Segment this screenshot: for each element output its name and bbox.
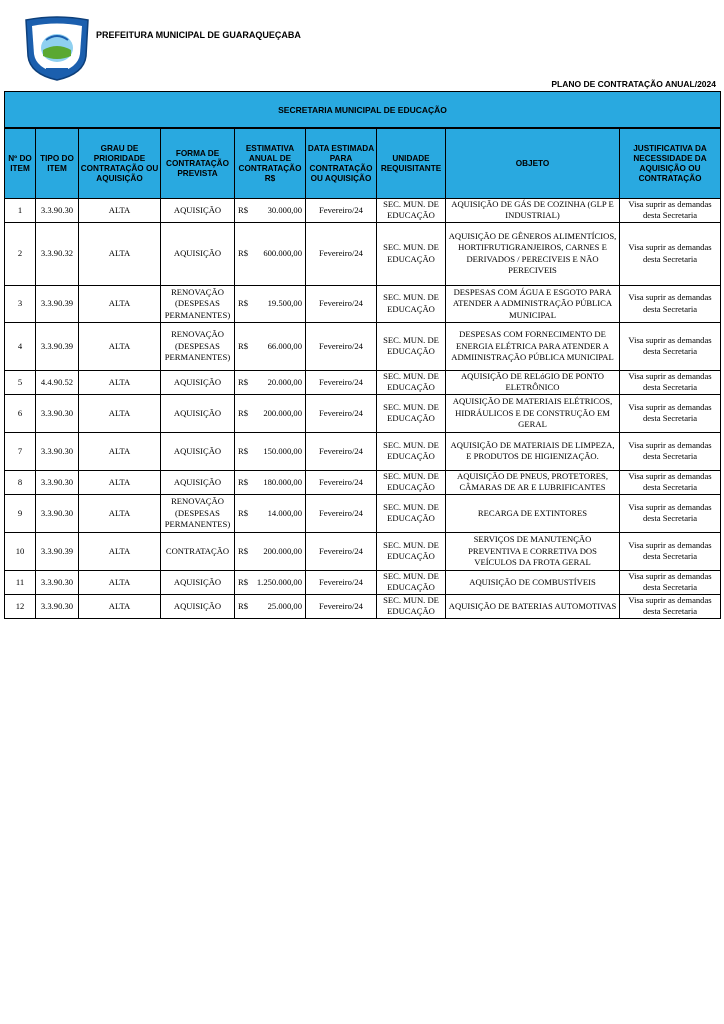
column-header-form: FORMA DE CONTRATAÇÃO PREVISTA bbox=[161, 128, 235, 199]
currency-symbol: R$ bbox=[238, 204, 249, 215]
currency-symbol: R$ bbox=[238, 600, 249, 611]
table-row bbox=[5, 570, 721, 594]
date-cell: Fevereiro/24 bbox=[306, 285, 377, 322]
unit-cell: SEC. MUN. DE EDUCAÇÃO bbox=[377, 370, 446, 394]
item-number-cell: 10 bbox=[5, 532, 36, 570]
column-header-priority: GRAU DE PRIORIDADE CONTRATAÇÃO OU AQUISIÇÃO bbox=[79, 128, 161, 199]
unit-cell: SEC. MUN. DE EDUCAÇÃO bbox=[377, 470, 446, 494]
column-header-object: OBJETO bbox=[446, 128, 620, 199]
date-cell: Fevereiro/24 bbox=[306, 322, 377, 370]
priority-cell: ALTA bbox=[79, 432, 161, 470]
priority-cell: ALTA bbox=[79, 594, 161, 618]
date-cell: Fevereiro/24 bbox=[306, 222, 377, 285]
estimate-cell bbox=[235, 594, 306, 618]
type-cell: 3.3.90.30 bbox=[36, 494, 79, 532]
table-body bbox=[5, 199, 721, 619]
form-cell: AQUISIÇÃO bbox=[161, 370, 235, 394]
justification-cell: Visa suprir as demandas desta Secretaria bbox=[620, 222, 721, 285]
estimate-cell bbox=[235, 285, 306, 322]
justification-cell: Visa suprir as demandas desta Secretaria bbox=[620, 494, 721, 532]
justification-cell: Visa suprir as demandas desta Secretaria bbox=[620, 432, 721, 470]
unit-cell: SEC. MUN. DE EDUCAÇÃO bbox=[377, 532, 446, 570]
estimate-amount: 20.000,00 bbox=[267, 376, 302, 387]
item-number-cell: 8 bbox=[5, 470, 36, 494]
currency-symbol: R$ bbox=[238, 248, 249, 259]
priority-cell: ALTA bbox=[79, 394, 161, 432]
type-cell: 3.3.90.39 bbox=[36, 322, 79, 370]
currency-symbol: R$ bbox=[238, 340, 249, 351]
column-header-type: TIPO DO ITEM bbox=[36, 128, 79, 199]
municipal-crest-logo bbox=[22, 16, 92, 82]
object-cell: AQUISIÇÃO DE BATERIAS AUTOMOTIVAS bbox=[446, 594, 620, 618]
item-number-cell: 11 bbox=[5, 570, 36, 594]
item-number-cell: 7 bbox=[5, 432, 36, 470]
item-number-cell: 3 bbox=[5, 285, 36, 322]
justification-cell: Visa suprir as demandas desta Secretaria bbox=[620, 594, 721, 618]
justification-cell: Visa suprir as demandas desta Secretaria bbox=[620, 470, 721, 494]
priority-cell: ALTA bbox=[79, 470, 161, 494]
secretariat-banner: SECRETARIA MUNICIPAL DE EDUCAÇÃO bbox=[5, 92, 721, 129]
table-row bbox=[5, 432, 721, 470]
estimate-cell bbox=[235, 432, 306, 470]
estimate-amount: 1.250.000,00 bbox=[256, 576, 302, 587]
date-cell: Fevereiro/24 bbox=[306, 370, 377, 394]
type-cell: 4.4.90.52 bbox=[36, 370, 79, 394]
table-row bbox=[5, 394, 721, 432]
priority-cell: ALTA bbox=[79, 370, 161, 394]
date-cell: Fevereiro/24 bbox=[306, 199, 377, 223]
unit-cell: SEC. MUN. DE EDUCAÇÃO bbox=[377, 594, 446, 618]
column-header-date: DATA ESTIMADA PARA CONTRATAÇÃO OU AQUISIÇÃO bbox=[306, 128, 377, 199]
form-cell: AQUISIÇÃO bbox=[161, 470, 235, 494]
priority-cell: ALTA bbox=[79, 199, 161, 223]
currency-symbol: R$ bbox=[238, 507, 249, 518]
table-row bbox=[5, 532, 721, 570]
column-header-row bbox=[5, 128, 721, 199]
justification-cell: Visa suprir as demandas desta Secretaria bbox=[620, 322, 721, 370]
priority-cell: ALTA bbox=[79, 322, 161, 370]
item-number-cell: 2 bbox=[5, 222, 36, 285]
object-cell: AQUISIÇÃO DE COMBUSTÍVEIS bbox=[446, 570, 620, 594]
estimate-cell bbox=[235, 470, 306, 494]
estimate-amount: 600.000,00 bbox=[263, 248, 302, 259]
estimate-cell bbox=[235, 222, 306, 285]
estimate-amount: 200.000,00 bbox=[263, 407, 302, 418]
unit-cell: SEC. MUN. DE EDUCAÇÃO bbox=[377, 285, 446, 322]
table-row bbox=[5, 285, 721, 322]
table-row bbox=[5, 322, 721, 370]
date-cell: Fevereiro/24 bbox=[306, 594, 377, 618]
priority-cell: ALTA bbox=[79, 494, 161, 532]
item-number-cell: 1 bbox=[5, 199, 36, 223]
item-number-cell: 5 bbox=[5, 370, 36, 394]
estimate-cell bbox=[235, 199, 306, 223]
column-header-unit: UNIDADE REQUISITANTE bbox=[377, 128, 446, 199]
justification-cell: Visa suprir as demandas desta Secretaria bbox=[620, 570, 721, 594]
estimate-cell bbox=[235, 394, 306, 432]
unit-cell: SEC. MUN. DE EDUCAÇÃO bbox=[377, 570, 446, 594]
form-cell: RENOVAÇÃO (DESPESAS PERMANENTES) bbox=[161, 285, 235, 322]
object-cell: SERVIÇOS DE MANUTENÇÃO PREVENTIVA E CORRETIVA DOS VEÍCULOS DA FROTA GERAL bbox=[446, 532, 620, 570]
estimate-amount: 19.500,00 bbox=[267, 298, 302, 309]
unit-cell: SEC. MUN. DE EDUCAÇÃO bbox=[377, 394, 446, 432]
estimate-amount: 66.000,00 bbox=[267, 340, 302, 351]
municipality-name: PREFEITURA MUNICIPAL DE GUARAQUEÇABA bbox=[96, 30, 301, 40]
priority-cell: ALTA bbox=[79, 222, 161, 285]
estimate-amount: 25.000,00 bbox=[267, 600, 302, 611]
date-cell: Fevereiro/24 bbox=[306, 470, 377, 494]
item-number-cell: 9 bbox=[5, 494, 36, 532]
date-cell: Fevereiro/24 bbox=[306, 570, 377, 594]
object-cell: AQUISIÇÃO DE GÊNEROS ALIMENTÍCIOS, HORTIFRUTIGRANJEIROS, CARNES E DERIVADOS / PERECIVEIS E NÃO PERECIVEIS bbox=[446, 222, 620, 285]
date-cell: Fevereiro/24 bbox=[306, 432, 377, 470]
type-cell: 3.3.90.30 bbox=[36, 199, 79, 223]
estimate-cell bbox=[235, 532, 306, 570]
type-cell: 3.3.90.30 bbox=[36, 470, 79, 494]
column-header-item: Nº DO ITEM bbox=[5, 128, 36, 199]
table-row bbox=[5, 370, 721, 394]
justification-cell: Visa suprir as demandas desta Secretaria bbox=[620, 199, 721, 223]
estimate-cell bbox=[235, 322, 306, 370]
currency-symbol: R$ bbox=[238, 476, 249, 487]
column-header-estimate: ESTIMATIVA ANUAL DE CONTRATAÇÃO R$ bbox=[235, 128, 306, 199]
estimate-amount: 180.000,00 bbox=[263, 476, 302, 487]
plan-title: PLANO DE CONTRATAÇÃO ANUAL/2024 bbox=[551, 79, 716, 89]
type-cell: 3.3.90.30 bbox=[36, 594, 79, 618]
currency-symbol: R$ bbox=[238, 376, 249, 387]
priority-cell: ALTA bbox=[79, 570, 161, 594]
table-row bbox=[5, 594, 721, 618]
date-cell: Fevereiro/24 bbox=[306, 394, 377, 432]
form-cell: AQUISIÇÃO bbox=[161, 394, 235, 432]
form-cell: CONTRATAÇÃO bbox=[161, 532, 235, 570]
form-cell: AQUISIÇÃO bbox=[161, 570, 235, 594]
table-row bbox=[5, 199, 721, 223]
item-number-cell: 6 bbox=[5, 394, 36, 432]
unit-cell: SEC. MUN. DE EDUCAÇÃO bbox=[377, 199, 446, 223]
currency-symbol: R$ bbox=[238, 545, 249, 556]
form-cell: AQUISIÇÃO bbox=[161, 594, 235, 618]
item-number-cell: 4 bbox=[5, 322, 36, 370]
estimate-cell bbox=[235, 370, 306, 394]
object-cell: AQUISIÇÃO DE GÁS DE COZINHA (GLP E INDUSTRIAL) bbox=[446, 199, 620, 223]
object-cell: AQUISIÇÃO DE PNEUS, PROTETORES, CÂMARAS DE AR E LUBRIFICANTES bbox=[446, 470, 620, 494]
currency-symbol: R$ bbox=[238, 407, 249, 418]
procurement-plan-table bbox=[4, 91, 721, 619]
type-cell: 3.3.90.39 bbox=[36, 285, 79, 322]
priority-cell: ALTA bbox=[79, 532, 161, 570]
estimate-amount: 200.000,00 bbox=[263, 545, 302, 556]
unit-cell: SEC. MUN. DE EDUCAÇÃO bbox=[377, 432, 446, 470]
currency-symbol: R$ bbox=[238, 298, 249, 309]
type-cell: 3.3.90.39 bbox=[36, 532, 79, 570]
estimate-cell bbox=[235, 570, 306, 594]
type-cell: 3.3.90.30 bbox=[36, 570, 79, 594]
table-row bbox=[5, 222, 721, 285]
estimate-cell bbox=[235, 494, 306, 532]
type-cell: 3.3.90.30 bbox=[36, 394, 79, 432]
estimate-amount: 14.000,00 bbox=[267, 507, 302, 518]
object-cell: DESPESAS COM FORNECIMENTO DE ENERGIA ELÉTRICA PARA ATENDER A ADMIINISTRAÇÃO PÚBLICA MUNICIPAL bbox=[446, 322, 620, 370]
currency-symbol: R$ bbox=[238, 445, 249, 456]
type-cell: 3.3.90.30 bbox=[36, 432, 79, 470]
table-row bbox=[5, 494, 721, 532]
justification-cell: Visa suprir as demandas desta Secretaria bbox=[620, 370, 721, 394]
unit-cell: SEC. MUN. DE EDUCAÇÃO bbox=[377, 322, 446, 370]
currency-symbol: R$ bbox=[238, 576, 249, 587]
object-cell: AQUISIÇÃO DE MATERIAIS DE LIMPEZA, E PRODUTOS DE HIGIENIZAÇÃO. bbox=[446, 432, 620, 470]
item-number-cell: 12 bbox=[5, 594, 36, 618]
form-cell: RENOVAÇÃO (DESPESAS PERMANENTES) bbox=[161, 322, 235, 370]
unit-cell: SEC. MUN. DE EDUCAÇÃO bbox=[377, 222, 446, 285]
estimate-amount: 150.000,00 bbox=[263, 445, 302, 456]
form-cell: RENOVAÇÃO (DESPESAS PERMANENTES) bbox=[161, 494, 235, 532]
estimate-amount: 30.000,00 bbox=[267, 204, 302, 215]
table-row bbox=[5, 470, 721, 494]
type-cell: 3.3.90.32 bbox=[36, 222, 79, 285]
priority-cell: ALTA bbox=[79, 285, 161, 322]
unit-cell: SEC. MUN. DE EDUCAÇÃO bbox=[377, 494, 446, 532]
justification-cell: Visa suprir as demandas desta Secretaria bbox=[620, 285, 721, 322]
form-cell: AQUISIÇÃO bbox=[161, 199, 235, 223]
form-cell: AQUISIÇÃO bbox=[161, 432, 235, 470]
justification-cell: Visa suprir as demandas desta Secretaria bbox=[620, 532, 721, 570]
column-header-justification: JUSTIFICATIVA DA NECESSIDADE DA AQUISIÇÃO OU CONTRATAÇÃO bbox=[620, 128, 721, 199]
object-cell: DESPESAS COM ÁGUA E ESGOTO PARA ATENDER A ADMINISTRAÇÃO PÚBLICA MUNICIPAL bbox=[446, 285, 620, 322]
object-cell: AQUISIÇÃO DE RELóGIO DE PONTO ELETRÔNICO bbox=[446, 370, 620, 394]
form-cell: AQUISIÇÃO bbox=[161, 222, 235, 285]
justification-cell: Visa suprir as demandas desta Secretaria bbox=[620, 394, 721, 432]
date-cell: Fevereiro/24 bbox=[306, 494, 377, 532]
object-cell: AQUISIÇÃO DE MATERIAIS ELÉTRICOS, HIDRÁULICOS E DE CONSTRUÇÃO EM GERAL bbox=[446, 394, 620, 432]
object-cell: RECARGA DE EXTINTORES bbox=[446, 494, 620, 532]
date-cell: Fevereiro/24 bbox=[306, 532, 377, 570]
